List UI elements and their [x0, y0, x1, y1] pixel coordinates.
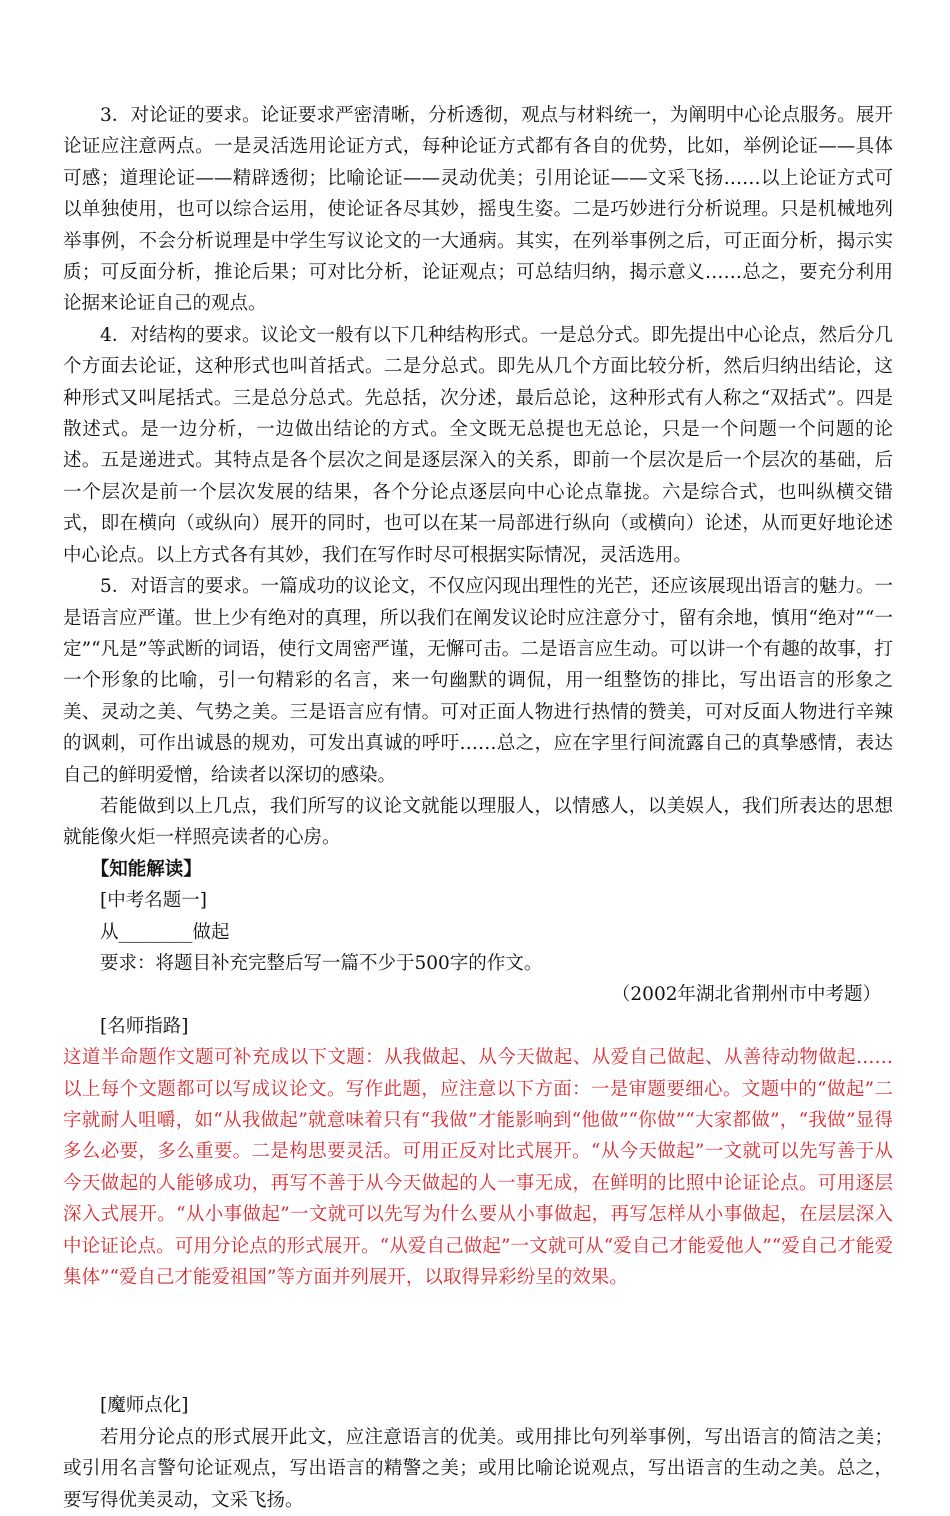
- paragraph-language-requirements: 5．对语言的要求。一篇成功的议论文，不仅应闪现出理性的光芒，还应该展现出语言的魅力。一是语言应严谨。世上少有绝对的真理，所以我们在阐发议论时应注意分寸，留有余地，慎用“绝对”“一定”“凡是”等武断的词语，使行文周密严谨，无懈可击。二是语言应生动。可以讲一个有趣的故事，打一个形象的比喻，引一句精彩的名言，来一句幽默的调侃，用一组整饬的排比，写出语言的形象之美、灵动之美、气势之美。三是语言应有情。可对正面人物进行热情的赞美，可对反面人物进行辛辣的讽刺，可作出诚恳的规劝，可发出真诚的呼吁……总之，应在字里行间流露自己的真挚感情，表达自己的鲜明爱憎，给读者以深切的感染。: [63, 576, 893, 786]
- exam-title: 从________做起: [100, 921, 230, 943]
- teacher-guide-text: 这道半命题作文题可补充成以下文题：从我做起、从今天做起、从爱自己做起、从善待动物做起……以上每个文题都可以写成议论文。写作此题，应注意以下方面：一是审题要细心。文题中的“做起”二字就耐人咀嚼，如“从我做起”就意味着只有“我做”才能影响到“他做”“你做”“大家都做”，“我做”显得多么必要，多么重要。二是构思要灵活。可用正反对比式展开。“从今天做起”一文就可以先写善于从今天做起的人能够成功，再写不善于从今天做起的人一事无成，在鲜明的比照中论证论点。可用逐层深入式展开。“从小事做起”一文就可以先写为什么要从小事做起，再写怎样从小事做起，在层层深入中论证论点。可用分论点的形式展开。“从爱自己做起”一文就可从“爱自己才能爱他人”“爱自己才能爱集体”“爱自己才能爱祖国”等方面并列展开，以取得异彩纷呈的效果。: [63, 1047, 893, 1289]
- label-exam-question: [中考名题一]: [100, 890, 207, 912]
- label-teacher-guide: [名师指路]: [100, 1015, 189, 1037]
- paragraph-conclusion: 若能做到以上几点，我们所写的议论文就能以理服人，以情感人，以美娱人，我们所表达的思想就能像火炬一样照亮读者的心房。: [63, 795, 893, 849]
- paragraph-argument-requirements: 3．对论证的要求。论证要求严密清晰，分析透彻，观点与材料统一，为阐明中心论点服务。展开论证应注意两点。一是灵活选用论证方式，每种论证方式都有各自的优势，比如，举例论证——具体可感；道理论证——精辟透彻；比喻论证——灵动优美；引用论证——文采飞扬……以上论证方式可以单独使用，也可以综合运用，使论证各尽其妙，摇曳生姿。二是巧妙进行分析说理。只是机械地列举事例，不会分析说理是中学生写议论文的一大通病。其实，在列举事例之后，可正面分析，揭示实质；可反面分析，推论后果；可对比分析，论证观点；可总结归纳，揭示意义……总之，要充分利用论据来论证自己的观点。: [63, 105, 893, 315]
- heading-knowledge-interpretation: 【知能解读】: [90, 858, 202, 880]
- magic-tips-text: 若用分论点的形式展开此文，应注意语言的优美。或用排比句列举事例，写出语言的简洁之美；或引用名言警句论证观点，写出语言的精警之美；或用比喻论说观点，写出语言的生动之美。总之，要写得优美灵动，文采飞扬。: [63, 1426, 893, 1511]
- document-page: [63, 100, 893, 1516]
- paragraph-structure-requirements: 4．对结构的要求。议论文一般有以下几种结构形式。一是总分式。即先提出中心论点，然后分几个方面去论证，这种形式也叫首括式。二是分总式。即先从几个方面比较分析，然后归纳出结论，这种形式又叫尾括式。三是总分总式。先总括，次分述，最后总论，这种形式有人称之“双括式”。四是散述式。是一边分析，一边做出结论的方式。全文既无总提也无总论，只是一个问题一个问题的论述。五是递进式。其特点是各个层次之间是逐层深入的关系，即前一个层次是后一个层次的基础，后一个层次是前一个层次发展的结果，各个分论点逐层向中心论点靠拢。六是综合式，也叫纵横交错式，即在横向（或纵向）展开的同时，也可以在某一局部进行纵向（或横向）论述，从而更好地论述中心论点。以上方式各有其妙，我们在写作时尽可根据实际情况，灵活选用。: [63, 324, 893, 566]
- label-magic-tips: [魔师点化]: [100, 1395, 189, 1417]
- exam-requirement: 要求：将题目补充完整后写一篇不少于500字的作文。: [100, 952, 543, 974]
- spacer: [63, 1293, 893, 1390]
- exam-source: （2002年湖北省荆州市中考题）: [611, 984, 881, 1006]
